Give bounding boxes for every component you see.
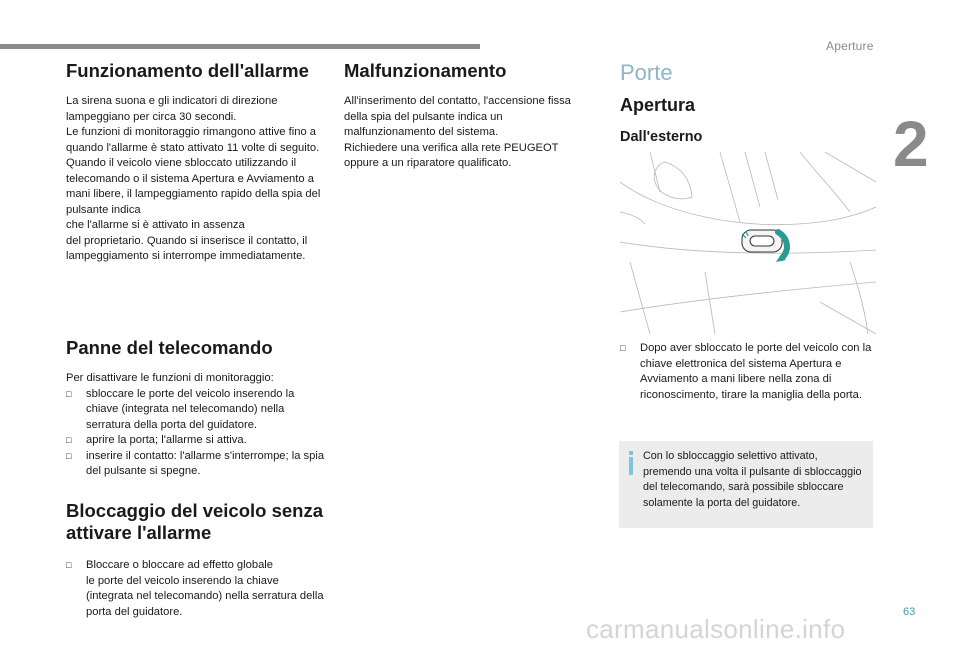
heading-dall-esterno: Dall'esterno	[620, 129, 703, 145]
checkbox-bullet-icon: □	[620, 343, 626, 353]
section-funzionamento-allarme	[66, 60, 328, 265]
checkbox-bullet-icon: □	[66, 450, 72, 461]
checkbox-bullet-icon: □	[66, 560, 72, 570]
body-funzionamento-allarme: La sirena suona e gli indicatori di direzione lampeggiano per circa 30 secondi. Le funzioni di monitoraggio rimangono attive fino a quando l'allarme è stato attivato 11 volte di seguito. Quando il veicolo viene sbloccato utilizzando il telecomando o il sistema Apertura e Avviamento a mani libere, il lampeggiamento rapido della spia del pulsante indica che l'allarme si è attivato in assenza del proprietario. Quando si inserisce il contatto, il lampeggiamento si interrompe immediatamente.	[66, 95, 321, 262]
chapter-name: Aperture	[826, 39, 874, 53]
header-rule	[0, 44, 480, 49]
section-porte	[620, 60, 876, 146]
heading-malfunzionamento: Malfunzionamento	[344, 60, 507, 81]
watermark: carmanualsonline.info	[586, 614, 846, 644]
heading-funzionamento-allarme: Funzionamento dell'allarme	[66, 60, 309, 81]
section-panne-telecomando	[66, 337, 328, 480]
list-item: □ Dopo aver sbloccato le porte del veicolo con la chiave elettronica del sistema Apertura e Avviamento a mani libere nella zona di riconoscimento, tirare la maniglia della porta.	[620, 341, 876, 403]
heading-porte: Porte	[620, 60, 673, 85]
page-number: 63	[903, 606, 916, 618]
intro-panne-telecomando: Per disattivare le funzioni di monitoraggio:	[66, 372, 274, 384]
chapter-number: 2	[893, 108, 929, 180]
heading-bloccaggio-veicolo: Bloccaggio del veicolo senza attivare l'allarme	[66, 500, 324, 543]
list-item: □ inserire il contatto: l'allarme s'interrompe; la spia del pulsante si spegne.	[66, 449, 328, 480]
list-item: □ Bloccare o bloccare ad effetto globale le porte del veicolo inserendo la chiave (integrata nel telecomando) nella serratura della porta del guidatore.	[66, 558, 328, 620]
info-text: Con lo sbloccaggio selettivo attivato, premendo una volta il pulsante di sbloccaggio del telecomando, sarà possibile sbloccare solamente la porta del guidatore.	[643, 450, 862, 509]
section-bloccaggio-veicolo	[66, 500, 328, 620]
section-malfunzionamento	[344, 60, 586, 172]
body-malfunzionamento: All'inserimento del contatto, l'accensione fissa della spia del pulsante indica un malfunzionamento del sistema. Richiedere una verifica alla rete PEUGEOT oppure a un riparatore qualificato.	[344, 95, 571, 169]
checkbox-bullet-icon: □	[66, 435, 72, 445]
list-item: □ aprire la porta; l'allarme si attiva.	[66, 433, 328, 449]
info-box	[619, 441, 873, 528]
heading-panne-telecomando: Panne del telecomando	[66, 337, 273, 358]
info-i-icon	[629, 451, 633, 475]
list-item: □ sbloccare le porte del veicolo inserendo la chiave (integrata nel telecomando) nella serratura della porta del guidatore.	[66, 387, 328, 434]
heading-apertura: Apertura	[620, 95, 696, 115]
checkbox-bullet-icon: □	[66, 388, 72, 399]
door-handle-illustration	[620, 152, 876, 334]
